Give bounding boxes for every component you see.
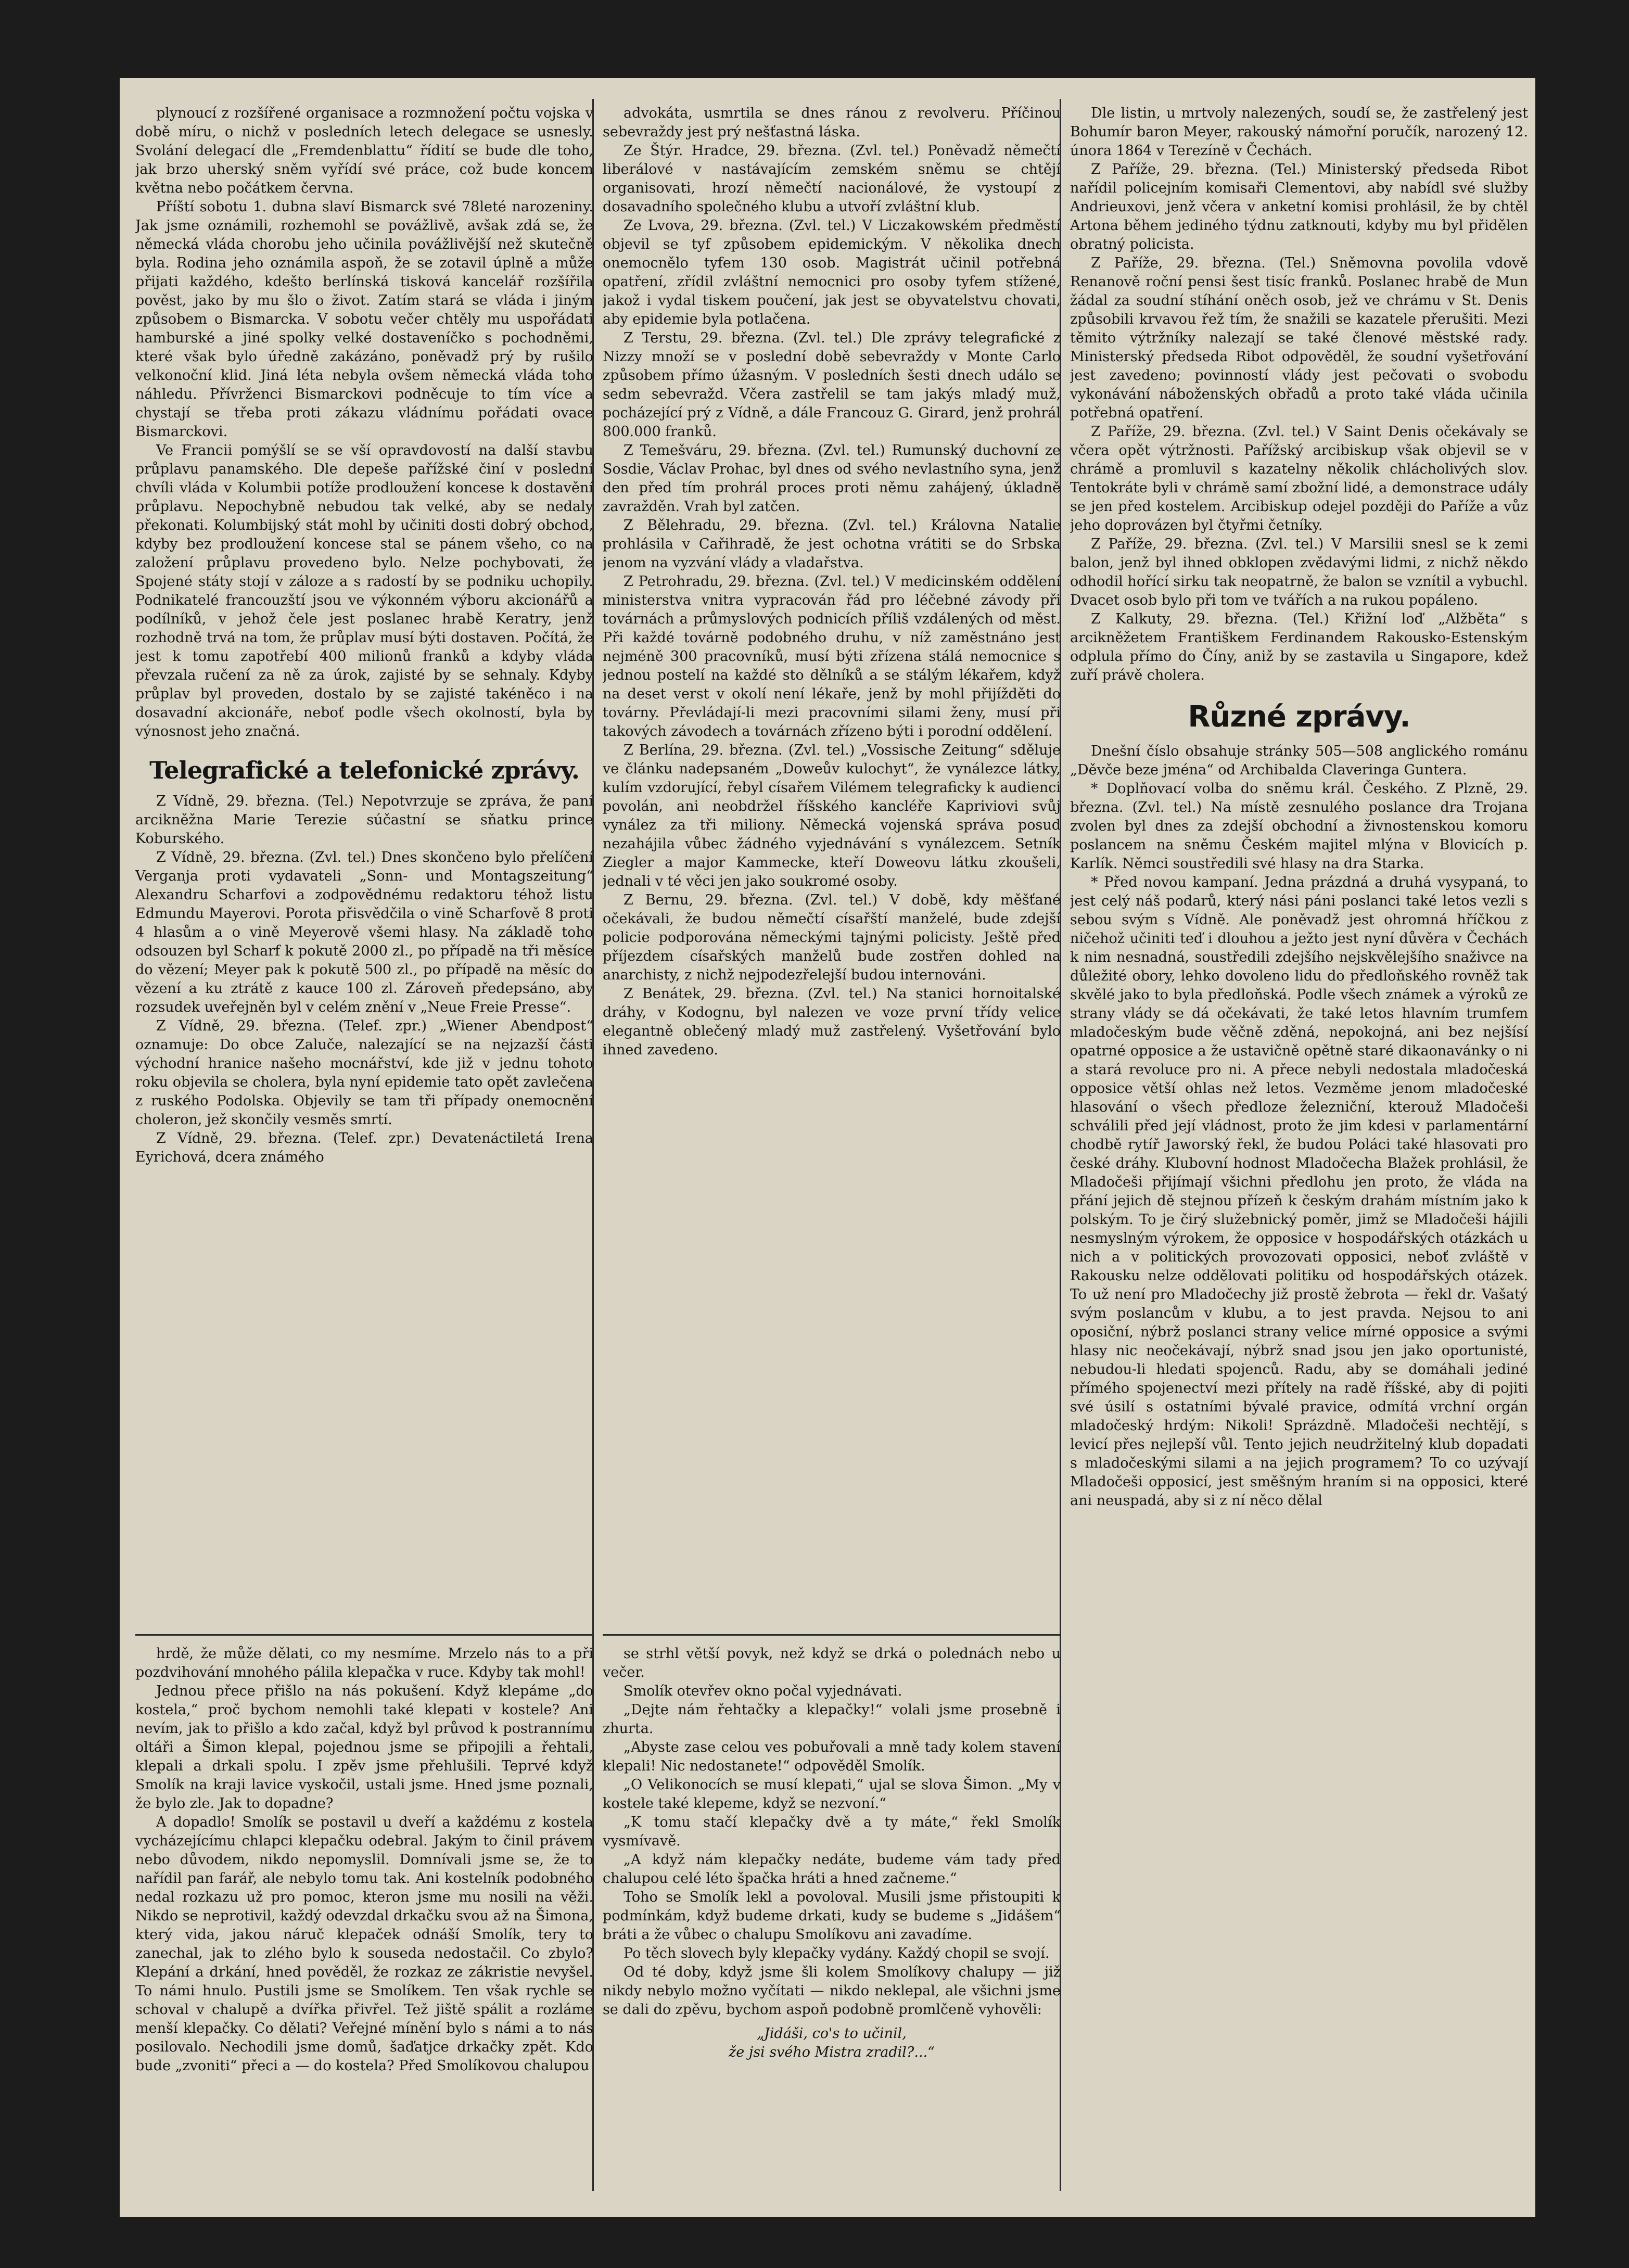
news-item: Z Berlína, 29. března. (Zvl. tel.) „Vossische Zeitung“ sděluje ve článku nadepsaném „Doweův kulochyt“, že vynálezce látky, kulím vzdorující, řebyl císařem Vilémem telegraficky k audienci povolán, ani neobdržel říšského kancléře Kapriviovi svůj vynález za tři miliony. Německá vojenská správa posud nezahájila vůbec žádného vyjednávání s vynálezcem. Setník Ziegler a major Kammecke, kteří Doweovu látku zkoušeli, jednali v té věci jen jako soukromé osoby. <box>603 742 1061 889</box>
feuilleton-paragraph: A dopadlo! Smolík se postavil u dveří a každému z kostela vycházejícímu chlapci klepačku odebral. Jakým to činil právem nebo důvodem, nikdo nepomyslil. Domnívali jsme se, že to nařídil pan farář, ale nebylo tomu tak. Ani kostelník podobného nedal rozkazu už pro pomoc, kteron jsme mu nosili na věži. Nikdo se neprotivil, každý odevzdal drkačku svou až na Šimona, který vida, jakou náruč klepaček odnáší Smolík, tery to zanechal, jak to zlého bylo k souseda nedostačil. Co zbylo? Klepání a drkání, hned pověděl, že rozkaz ze zákristie nevyšel. To námi hnulo. Pustili jsme se Smolíkem. Ten však rychle se schoval v chalupě a dvířka přivřel. Tež jiště spálit a rozláme menší klepačky. Co dělati? Veřejné mínění bylo s námi a to nás posilovalo. Nechodili jsme domů, šaďatjce drkačky zpět. Kdo bude „zvoniti“ přeci a — do kostela? Před Smolíkovou chalupou <box>135 1814 593 2074</box>
article-paragraph: Ve Francii pomýšlí se se vší opravdovostí na další stavbu průplavu panamského. Dle depeše pařížské činí v poslední chvíli vláda v Kolumbii potíže prodloužení koncese k dostavění průplavu. Nepochybně nebudou tak velké, aby se nedaly překonati. Kolumbijský stát mohl by učiniti dosti dobrý obchod, kdyby bez prodloužení koncese stal se pánem všeho, co na založení průplavu provedeno bylo. Nelze pochybovati, že Spojené státy stojí v záloze a s radostí by se podniku uchopily. Podnikatelé francouzští jsou ve výkonném výboru akcionářů a podílníků, v jehož čele jest poslanec hrabě Keratry, jenž rozhodně trvá na tom, že průplav musí býti dostaven. Počítá, že jest k tomu zapotřebí 400 milionů franků a kdyby vláda převzala ručení za ně za úrok, zajisté by se sehnaly. Kdyby průplav byl proveden, dostalo by se zajisté takéněco i na dosavadní akcionáře, neboť podle všech okolností, byla by výnosnost jeho značná. <box>135 442 593 740</box>
col1-upper <box>135 104 593 1629</box>
feuilleton-paragraph: Toho se Smolík lekl a povoloval. Musili jsme přistoupiti k podmínkám, když budeme drkati, kudy se budeme s „Jidášem“ bráti a že vůbec o chalupu Smolíkovu ani zavadíme. <box>603 1889 1061 1943</box>
news-item: advokáta, usmrtila se dnes ránou z revolveru. Příčinou sebevraždy jest prý nešťastná láska. <box>603 105 1061 140</box>
news-item: Z Paříže, 29. března. (Zvl. tel.) V Saint Denis očekávaly se včera opět výtržnosti. Pařížský arcibiskup však objevil se v chrámě a promluvil s kazatelny několik chlácholivých slov. Tentokráte byli v chrámě samí zbožní lidé, a demonstrace udály se jen před kostelem. Arcibiskup odejel později do Paříže a vůz jeho doprovázen byl čtyřmi četníky. <box>1070 424 1528 533</box>
news-item: Dnešní číslo obsahuje stránky 505—508 anglického románu „Děvče beze jména“ od Archibalda Claveringa Guntera. <box>1070 743 1528 778</box>
column-2 <box>603 104 1061 2181</box>
column-1 <box>135 104 593 2181</box>
news-item: * Před novou kampaní. Jedna prázdná a druhá vysypaná, to jest celý náš podarů, který nási páni poslanci také letos vezli s sebou svým s Vídně. Ale poněvadž jest ohromná hříčkou z ničehož učiniti teď i dlouhou a ježto jest nyní důvěra v Čechách k nim nesnadná, soustředili zdejšího nejskvělejšího snaživce na důležité obory, lehko dovoleno lidu do předloňského rovněž tak skvělé jako to byla předloňská. Podle všech známek a výroků ze strany vlády se dá očekávati, že také letos hlavním trumfem mladočeským bude věčně zděná, nepokojná, ani bez nejšísí opatrné opposice a že ustavičně opětně staré dikaonavánky o ni a stará revoluce pro ni. A přece nebyli nedostala mladočeská opposice větší ohlas než letos. Vezměme jenom mladočeské hlasování o všech předloze železniční, kterouž Mladočeši schválili před její vládnost, proto že jim kdesi v parlamentární chodbě rytíř Jaworský řekl, že budou Poláci také hlasovati pro české dráhy. Klubovní hodnost Mladočecha Blažek prohlásil, že Mladočeši přijímají všichni předlohu jen proto, že vláda na přání jejich dě stejnou přízeň k českým drahám místním jako k polským. To je čirý služebnický poměr, jimž se Mladočeši hájili nesmyslným výrokem, že opposice v hospodářských otázkách u nich a v politických provozovati opposici, neboť zvláště v Rakousku nelze oddělovati politiku od hospodářských otázek. To už není pro Mladočechy již prostě žebrota — řekl dr. Vašatý svým poslancům v klubu, a to jest pravda. Nejsou to ani oposiční, nýbrž poslanci strany velice mírné opposice a svými hlasy nic neočekávají, nýbrž snad jsou jen jako oportunisté, nebudou-li hledati spojenců. Radu, aby se domáhali jediné přímého spojenectví mezi přítely na radě říšské, aby di pojiti své úsilí s ostatními bývalé pravice, odmítá vrchní orgán mladočeský hrdým: Nikoli! Sprázdně. Mladočeši nechtějí, s levicí přes nejlepší vůl. Tento jejich neudržitelný klub dopadati s mladočeskými silami a na jejich programem? To co uzývají Mladočeši opposicí, jest směšným hraním si na opposici, které ani neuspadá, aby si z ní něco dělal <box>1070 874 1528 1509</box>
feuilleton-paragraph: Jednou přece přišlo na nás pokušení. Když klepáme „do kostela,“ proč bychom nemohli také klepati v kostele? Ani nevím, jak to přišlo a kdo začal, když byl průvod k postrannímu oltáři a Šimon klepal, pojednou jsme se připojili a řehtali, klepali a drkali spolu. I zpěv jsme přehlušili. Teprvé když Smolík na kraji lavice vyskočil, ustali jsme. Hned jsme poznali, že bylo zle. Jak to dopadne? <box>135 1683 593 1812</box>
news-item: Z Temešváru, 29. března. (Zvl. tel.) Rumunský duchovní ze Sosdie, Václav Prohac, byl dnes od svého nevlastního syna, jenž den před tím prohrál proces proti němu zahájený, úkladně zavražděn. Vrah byl zatčen. <box>603 442 1061 515</box>
news-item: Z Vídně, 29. března. (Telef. zpr.) „Wiener Abendpost“ oznamuje: Do obce Zaluče, nalezající se na nejzazší části východní hranice našeho mocnářství, kde již v jednu tohoto roku objevila se cholera, byla nyní epidemie tato opět zavlečena z ruského Podolska. Objevily se tam tři případy onemocnění choleron, jež skončily vesměs smrtí. <box>135 1018 593 1128</box>
news-item: Z Bernu, 29. března. (Zvl. tel.) V době, kdy měšťané očekávali, že budou němečtí císařští manželé, bude zdejší policie podporována německými tajnými policisty. Ještě před příjezdem císařských manželů bude zostřen dohled na anarchisty, z nichž nejpodezřelejší budou internováni. <box>603 892 1061 983</box>
news-item: Z Vídně, 29. března. (Zvl. tel.) Dnes skončeno bylo přelíčení Verganja proti vydavateli „Sonn- und Montagszeitung“ Alexandru Scharfovi a zodpovědnému redaktoru téhož listu Edmundu Mayerovi. Porota přisvědčila o vině Scharfově 8 proti 4 hlasům a o vině Meyerově všemi hlasy. Na základě toho odsouzen byl Scharf k pokutě 2000 zl., po případě na tři měsíce do vězení; Meyer pak k pokutě 500 zl., po případě na měsíc do vězení a ku ztrátě z kauce 100 zl. Zároveň předepsáno, aby rozsudek uveřejněn byl v celém znění v „Neue Freie Presse“. <box>135 849 593 1015</box>
news-item: Z Terstu, 29. března. (Zvl. tel.) Dle zprávy telegrafické z Nizzy množí se v poslední době sebevraždy v Monte Carlo způsobem přímo úžasným. V posledních šesti dnech událo se sedm sebevražd. Včera zastřelil se tam jakýs mladý muž, pocházející prý z Vídně, a dále Francouz G. Girard, jenž prohrál 800.000 franků. <box>603 330 1061 440</box>
feuilleton-paragraph: Smolík otevřev okno počal vyjednávati. <box>623 1683 902 1699</box>
news-item: Z Benátek, 29. března. (Zvl. tel.) Na stanici hornoitalské dráhy, v Kodognu, byl nalezen ve voze první třídy velice elegantně oblečený mladý muž zastřelený. Vyšetřování bylo ihned zavedeno. <box>603 986 1061 1058</box>
feuilleton-paragraph: hrdě, že může dělati, co my nesmíme. Mrzelo nás to a při pozdvihování mnohého pálila klepačka v ruce. Kdyby tak mohl! <box>135 1646 593 1680</box>
news-item: Z Petrohradu, 29. března. (Zvl. tel.) V medicinském oddělení ministerstva vnitra vypracován řád pro léčebné závody při továrnách a průmyslových podnicích příliš vzdálených od měst. Při každé továrně podobného druhu, v níž zaměstnáno jest nejméně 300 pracovníků, musí býti zřízena stálá nemocnice s jednou postelí na každé sto dělníků a se stálým lékařem, když na deset verst v okolí není lékaře, jenž by mohl přijížděti do továrny. Převládají-li mezi pracovními silami ženy, musí při takových závodech a továrnách zřízeno býti i porodní oddělení. <box>603 574 1061 740</box>
feuilleton-paragraph: Od té doby, když jsme šli kolem Smolíkovy chalupy — již nikdy nebylo možno vyčítati — nikdo neklepal, ale všichni jsme se dali do zpěvu, bychom aspoň podobně promlčeně vyhověli: <box>603 1964 1061 2018</box>
article-paragraph: Příští sobotu 1. dubna slaví Bismarck své 78leté narozeniny. Jak jsme oznámili, rozhemohl se povážlivě, avšak zdá se, že německá vláda chorobu jeho učinila povážlivější než skutečně byla. Rodina jeho oznámila aspoň, že se zotavil úplně a může přijati každého, kdešto berlínská tisková kancelář rozšířila pověst, jako by mu šlo o život. Zatím stará se vláda i jiným způsobem o Bismarcka. V sobotu večer chtěly mu uspořádati hamburské a jiné spolky velké dostaveníčko s pochodněmi, které však bylo úředně zakázáno, poněvadž prý by rušilo velkonoční klid. Jiná léta nebyla ovšem německá vláda toho náhledu. Přívrženci Bismarckovi podněcuje to tím více a chystají se třeba proti zákazu vládnímu pořádati ovace Bismarckovi. <box>135 199 593 440</box>
section-title-telegrams: Telegrafické a telefonické zprávy. <box>149 756 579 784</box>
news-item: Z Kalkuty, 29. března. (Tel.) Křižní loď „Alžběta“ s arcikněžetem Františkem Ferdinandem Rakousko-Estenským odplula přímo do Číny, aniž by se zastavila u Singapore, kdež zuří právě cholera. <box>1070 611 1528 683</box>
feuilleton-paragraph: „Abyste zase celou ves pobuřovali a mně tady kolem stavení klepali! Nic nedostanete!“ odpověděl Smolík. <box>603 1739 1061 1774</box>
column-3 <box>1070 104 1528 2181</box>
news-item: Z Paříže, 29. března. (Zvl. tel.) V Marsilii snesl se k zemi balon, jenž byl ihned obklopen zvědavými lidmi, z nichž někdo odhodil hořící sirku tak neopatrně, že balon se vznítil a vybuchl. Dvacet osob bylo při tom ve tvářích a na rukou popáleno. <box>1070 536 1528 608</box>
feuilleton-paragraph: Po těch slovech byly klepačky vydány. Každý chopil se svojí. <box>623 1945 1050 1961</box>
news-item: Z Vídně, 29. března. (Tel.) Nepotvrzuje se zpráva, že paní arcikněžna Marie Terezie súčastní se sňatku prince Koburského. <box>135 793 593 847</box>
verse-line: „Jidáši, co's to učinil, <box>757 2025 907 2042</box>
newspaper-page <box>120 78 1535 2217</box>
news-item: * Doplňovací volba do sněmu král. Českého. Z Plzně, 29. března. (Zvl. tel.) Na místě zesnulého poslance dra Trojana zvolen byl dnes za zdejší obchodní a živnostenskou komoru poslancem na sněmu Českém majitel mlýna v Blovicích p. Karlík. Němci soustředili své hlasy na dra Starka. <box>1070 781 1528 872</box>
news-item: Z Bělehradu, 29. března. (Zvl. tel.) Královna Natalie prohlásila v Cařihradě, že jest ochotna vrátiti se do Srbska jenom na vyzvání vlády a vladařstva. <box>603 517 1061 571</box>
feuilleton-paragraph: „A když nám klepačky nedáte, budeme vám tady před chalupou celé léto špačka hráti a hned začneme.“ <box>603 1852 1061 1887</box>
section-title-various: Různé zprávy. <box>1188 700 1410 734</box>
feuilleton-paragraph: se strhl větší povyk, než když se drká o polednách nebo u večer. <box>603 1646 1061 1680</box>
article-paragraph: plynoucí z rozšířené organisace a rozmnožení počtu vojska v době míru, o nichž v posledních letech delegace se usnesly. Svolání delegací dle „Fremdenblattu“ řídití se bude dle toho, jak brzo uherský sněm vyřídí své práce, což bude koncem května nebo počátkem června. <box>135 105 593 196</box>
feuilleton-paragraph: „O Velikonocích se musí klepati,“ ujal se slova Šimon. „My v kostele také klepeme, když se nezvoní.“ <box>603 1777 1061 1812</box>
verse-line: že jsi svého Mistra zradil?...“ <box>729 2044 935 2060</box>
news-item: Ze Štýr. Hradce, 29. března. (Zvl. tel.) Poněvadž němečtí liberálové v nastávajícím zemském sněmu se chtějí organisovati, hrozí němečtí nacionálové, že vystoupí z dosavadního společného klubu a utvoří zvláštní klub. <box>603 143 1061 215</box>
feuilleton-continued <box>603 1645 1061 2062</box>
news-item: Z Paříže, 29. března. (Tel.) Sněmovna povolila vdově Renanově roční pensi šest tisíc franků. Poslanec hrabě de Mun žádal za soudní stíhání oněch osob, jež ve chrámu v St. Denis způsobili krvavou řež tím, že snažili se kazatele přerušiti. Mezi těmito výtržníky nalezají se také členové městské rady. Ministerský předseda Ribot odpověděl, že soudní vyšetřování jest zavedeno; povinností vlády jest pečovati o svobodu vykonávání náboženských obřadů a proto také vláda učinila potřebná opatření. <box>1070 255 1528 421</box>
news-item: Z Vídně, 29. března. (Telef. zpr.) Devatenáctiletá Irena Eyrichová, dcera známého <box>135 1130 593 1165</box>
feuilleton-continued <box>135 1645 593 2075</box>
feuilleton-paragraph: „K tomu stačí klepačky dvě a ty máte,“ řekl Smolík vysmívavě. <box>603 1814 1061 1849</box>
feuilleton-paragraph: „Dejte nám řehtačky a klepačky!“ volali jsme prosebně i zhurta. <box>603 1702 1061 1737</box>
news-item: Z Paříže, 29. března. (Tel.) Ministerský předseda Ribot nařídil policejním komisaři Clementovi, aby nabídl své služby Andrieuxovi, jenž včera v anketní komisi prohlásil, že by chtěl Artona během jediného týdnu zatknouti, kdyby mu byl přidělen obratný policista. <box>1070 161 1528 252</box>
col2-upper <box>603 104 1061 1629</box>
news-item: Dle listin, u mrtvoly nalezených, soudí se, že zastřelený jest Bohumír baron Meyer, rakouský námořní poručík, narozený 12. února 1864 v Terezíně v Čechách. <box>1070 105 1528 159</box>
news-item: Ze Lvova, 29. března. (Zvl. tel.) V Liczakowském předměstí objevil se tyf způsobem epidemickým. V několika dnech onemocnělo tyfem 130 osob. Magistrát učinil potřebná opatření, zřídil zvláštní nemocnici pro osoby tyfem stížené, jakož i vydal tiskem poučení, jak jest se obyvatelstvu chovati, aby epidemie byla potlačena. <box>603 218 1061 327</box>
